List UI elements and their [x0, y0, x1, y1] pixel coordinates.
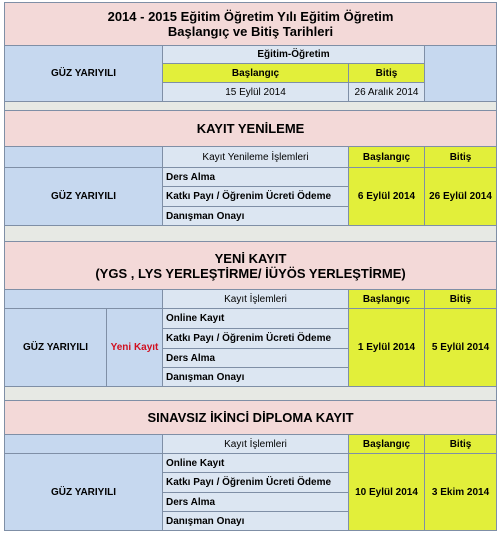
section1-header: Eğitim-Öğretim: [163, 46, 425, 64]
section4-header-blank: [5, 435, 163, 454]
section2-item: Katkı Payı / Öğrenim Ücreti Ödeme: [163, 187, 349, 207]
section3-start-date: 1 Eylül 2014: [349, 309, 425, 387]
schedule-document: [4, 2, 496, 531]
section4-start-date: 10 Eylül 2014: [349, 454, 425, 531]
section2-header-blank: [5, 147, 163, 168]
section3-term: GÜZ YARIYILI: [5, 309, 107, 387]
section3-header-blank: [5, 290, 163, 309]
section2-col-header: Kayıt Yenileme İşlemleri: [163, 147, 349, 168]
section1-end-date: 26 Aralık 2014: [349, 83, 425, 102]
section3-item: Danışman Onayı: [163, 368, 349, 387]
section3-title-line1: YENİ KAYIT: [214, 250, 287, 266]
section2-title: KAYIT YENİLEME: [5, 111, 497, 147]
section3-title-line2: (YGS , LYS YERLEŞTİRME/ İÜYÖS YERLEŞTİRME): [95, 265, 406, 281]
schedule-table: [4, 2, 497, 531]
section1-title-line2: Başlangıç ve Bitiş Tarihleri: [167, 24, 334, 39]
section2-start-label: Başlangıç: [349, 147, 425, 168]
section2-item: Danışman Onayı: [163, 207, 349, 226]
section1-title: [5, 3, 497, 46]
section2-item: Ders Alma: [163, 168, 349, 187]
section4-item: Online Kayıt: [163, 454, 349, 473]
section4-col-header: Kayıt İşlemleri: [163, 435, 349, 454]
section3-col-header: Kayıt İşlemleri: [163, 290, 349, 309]
section4-item: Ders Alma: [163, 493, 349, 512]
section1-term: GÜZ YARIYILI: [5, 46, 163, 102]
section3-end-date: 5 Eylül 2014: [425, 309, 497, 387]
separator: [5, 226, 497, 242]
section2-end-label: Bitiş: [425, 147, 497, 168]
section1-start-date: 15 Eylül 2014: [163, 83, 349, 102]
section3-start-label: Başlangıç: [349, 290, 425, 309]
separator: [5, 102, 497, 111]
section2-start-date: 6 Eylül 2014: [349, 168, 425, 226]
section3-end-label: Bitiş: [425, 290, 497, 309]
section1-start-label: Başlangıç: [163, 64, 349, 83]
section3-title: [5, 242, 497, 290]
section2-end-date: 26 Eylül 2014: [425, 168, 497, 226]
section1-blank-cell: [425, 46, 497, 102]
section2-term: GÜZ YARIYILI: [5, 168, 163, 226]
section4-end-label: Bitiş: [425, 435, 497, 454]
section1-title-line1: 2014 - 2015 Eğitim Öğretim Yılı Eğitim Öğretim: [107, 9, 394, 24]
section1-end-label: Bitiş: [349, 64, 425, 83]
section4-item: Katkı Payı / Öğrenim Ücreti Ödeme: [163, 473, 349, 493]
section3-item: Katkı Payı / Öğrenim Ücreti Ödeme: [163, 329, 349, 349]
section3-sub-label: Yeni Kayıt: [107, 309, 163, 387]
section4-title: SINAVSIZ İKİNCİ DİPLOMA KAYIT: [5, 401, 497, 435]
section4-term: GÜZ YARIYILI: [5, 454, 163, 531]
section3-item: Online Kayıt: [163, 309, 349, 329]
section3-item: Ders Alma: [163, 349, 349, 368]
section4-end-date: 3 Ekim 2014: [425, 454, 497, 531]
section4-item: Danışman Onayı: [163, 512, 349, 531]
separator: [5, 387, 497, 401]
section4-start-label: Başlangıç: [349, 435, 425, 454]
